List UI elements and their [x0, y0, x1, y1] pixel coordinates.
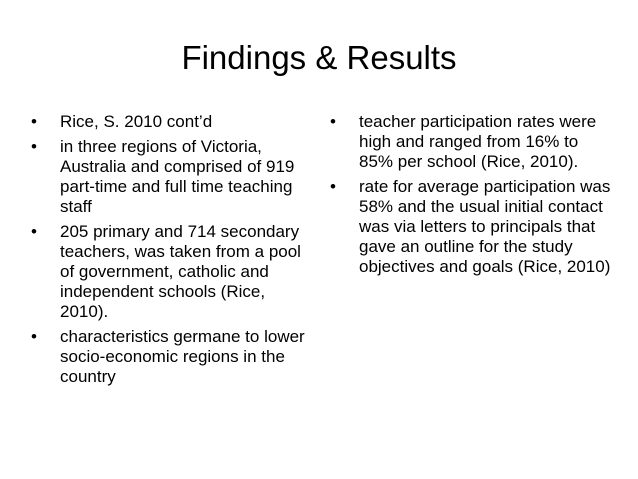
list-item — [31, 112, 315, 132]
bullet-icon: • — [330, 177, 336, 196]
list-item — [31, 137, 315, 217]
slide-title: Findings & Results — [181, 39, 457, 76]
bullet-icon: • — [31, 327, 37, 346]
list-item — [31, 222, 315, 322]
list-item — [330, 112, 614, 172]
list-item-text: rate for average participation was 58% and the usual initial contact was via letters to principals that gave an outline for the study objectives and goals (Rice, 2010) — [359, 177, 611, 276]
list-item-text: Rice, S. 2010 cont’d — [60, 112, 213, 131]
list-item-text: characteristics germane to lower socio-economic regions in the country — [60, 327, 305, 386]
right-bullet-list — [330, 112, 614, 282]
list-item-text: 205 primary and 714 secondary teachers, was taken from a pool of government, catholic and independent schools (Rice, 2010). — [60, 222, 301, 321]
list-item — [31, 327, 315, 387]
list-item-text: teacher participation rates were high and ranged from 16% to 85% per school (Rice, 2010). — [359, 112, 597, 171]
list-item-text: in three regions of Victoria, Australia and comprised of 919 part-time and full time teaching staff — [60, 137, 295, 216]
list-item — [330, 177, 614, 277]
bullet-icon: • — [31, 222, 37, 241]
bullet-icon: • — [330, 112, 336, 131]
left-bullet-list — [31, 112, 315, 392]
bullet-icon: • — [31, 112, 37, 131]
bullet-icon: • — [31, 137, 37, 156]
